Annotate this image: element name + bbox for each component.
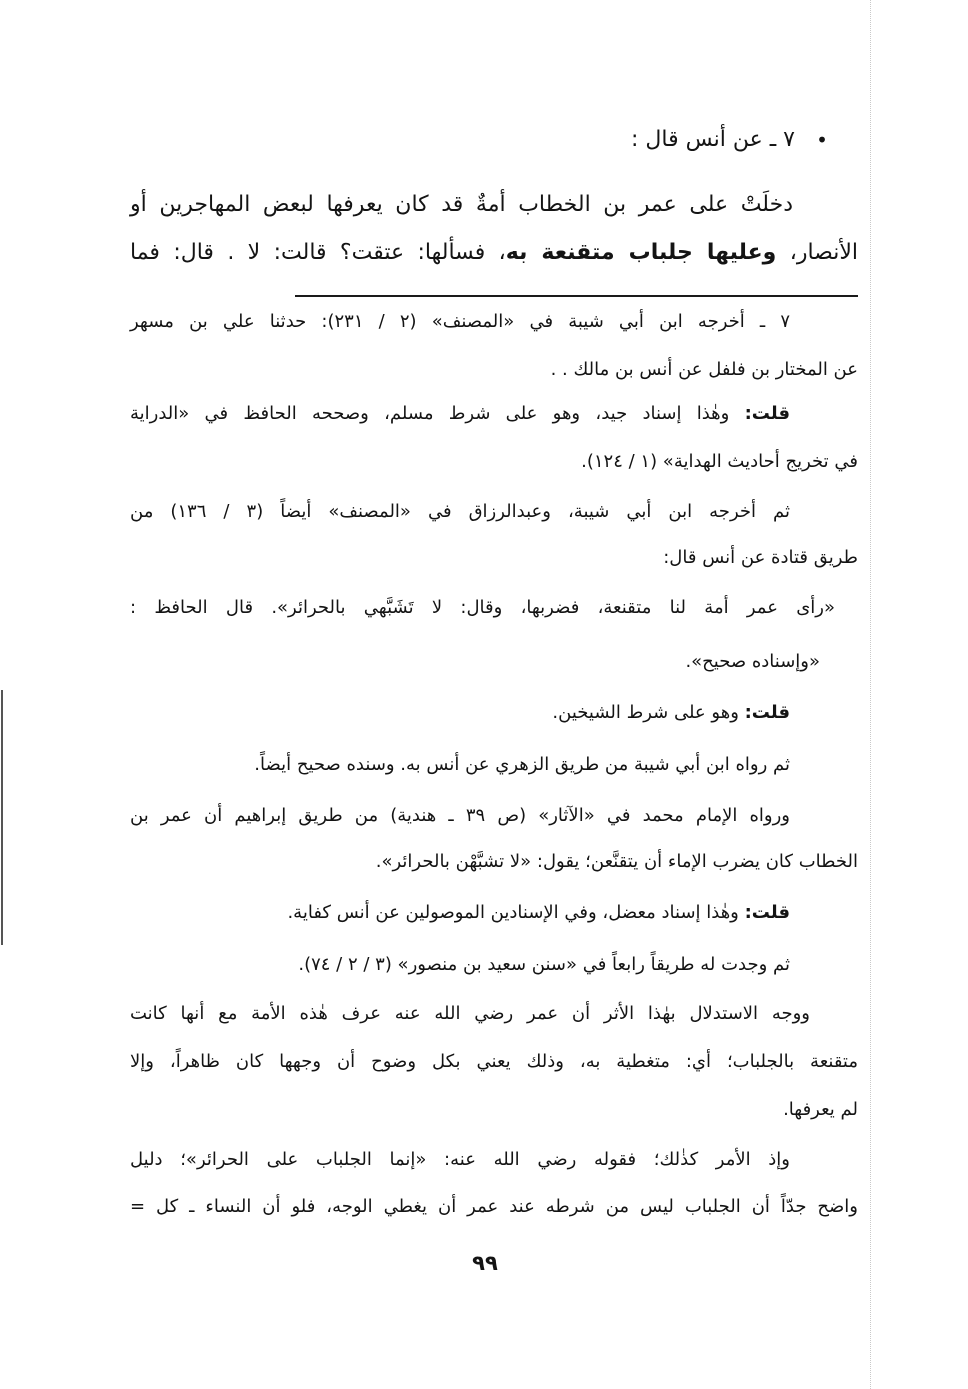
footnote-line: في تخريج أحاديث الهداية» (١ / ١٢٤). <box>581 451 858 472</box>
footnote-line: عن المختار بن فلفل عن أنس بن مالك . . <box>550 359 858 380</box>
footnote-separator <box>295 295 858 297</box>
footnote-line: واضح جدّاً أن الجلباب ليس من شرطه عند عمر أن يغطي الوجه، فلو أن النساء ـ كل = <box>130 1196 858 1217</box>
main-text-line <box>130 235 858 271</box>
footnote-line: ثم رواه ابن أبي شيبة من طريق الزهري عن أنس به. وسنده صحيح أيضاً. <box>254 754 790 775</box>
footnote-line <box>130 698 858 728</box>
footnote-line: متقنعة بالجلباب؛ أي: متغطية به، وذلك يعني بكل وضوح أن وجهها كان ظاهراً، وإلا <box>130 1051 858 1072</box>
main-text-bold-segment: وعليها جلباب متقنعة به <box>505 240 777 265</box>
footnote-line <box>130 399 858 429</box>
footnote-lead: قلت: <box>744 403 790 424</box>
footnote-line: لم يعرفها. <box>783 1099 858 1120</box>
main-text-line: دخلَتْ على عمر بن الخطاب أمةٌ قد كان يعرفها لبعض المهاجرين أو <box>130 192 793 217</box>
footnote-line: ثم أخرجه ابن أبي شيبة، وعبدالرزاق في «المصنف» أيضاً (٣ / ١٣٦) من <box>130 501 791 522</box>
footnote-line: ووجه الاستدلال بهٰذا الأثر أن عمر رضي الله عنه عرف هٰذه الأمة مع أنها كانت <box>130 1003 810 1024</box>
footnote-text: وهٰذا إسناد جيد، وهو على شرط مسلم، وصححه الحافظ في «الدراية <box>130 403 745 424</box>
footnote-line: ورواه الإمام محمد في «الآثار» (ص ٣٩ ـ هندية) من طريق إبراهيم أن عمر بن <box>130 805 790 826</box>
footnote-lead: قلت: <box>744 902 790 923</box>
hadith-heading: ٧ ـ عن أنس قال : <box>630 127 795 152</box>
footnote-line <box>130 898 858 928</box>
footnote-line: «وإسناده صحيح». <box>685 651 820 672</box>
bullet-marker: • <box>816 128 828 152</box>
main-text-segment: الأنصار، <box>776 240 859 265</box>
footnote-line: ثم وجدت له طريقاً رابعاً في «سنن سعيد بن منصور» (٣ / ٢ / ٧٤). <box>298 954 790 975</box>
page-number: ٩٩ <box>472 1251 498 1275</box>
footnote-line: الخطاب كان يضرب الإماء أن يتقنَّعن؛ يقول: «لا تشبَّهْن بالحرائر». <box>375 851 858 872</box>
footnote-line: طريق قتادة عن أنس قال: <box>663 547 858 568</box>
scan-edge-line-right <box>870 0 871 1389</box>
footnote-line: وإذ الأمر كذٰلك؛ فقوله رضي الله عنه: «إنما الجلباب على الحرائر»؛ دليل <box>130 1149 790 1170</box>
scan-edge-line-left <box>1 690 3 945</box>
main-text-segment: ، فسألها: عتقت؟ قالت: لا . قال: فما <box>130 240 506 265</box>
footnote-line: «رأى عمر أمة لنا متقنعة، فضربها، وقال: لا تَشَبَّهي بالحرائر». قال الحافظ : <box>130 597 835 618</box>
footnote-lead: قلت: <box>744 702 790 723</box>
footnote-text: وهٰذا إسناد معضل، وفي الإسنادين الموصولين عن أنس كفاية. <box>287 902 745 923</box>
footnote-line: ٧ ـ أخرجه ابن أبي شيبة في «المصنف» (٢ / ٢٣١): حدثنا علي بن مسهر <box>130 311 790 332</box>
footnote-text: وهو على شرط الشيخين. <box>552 702 745 723</box>
